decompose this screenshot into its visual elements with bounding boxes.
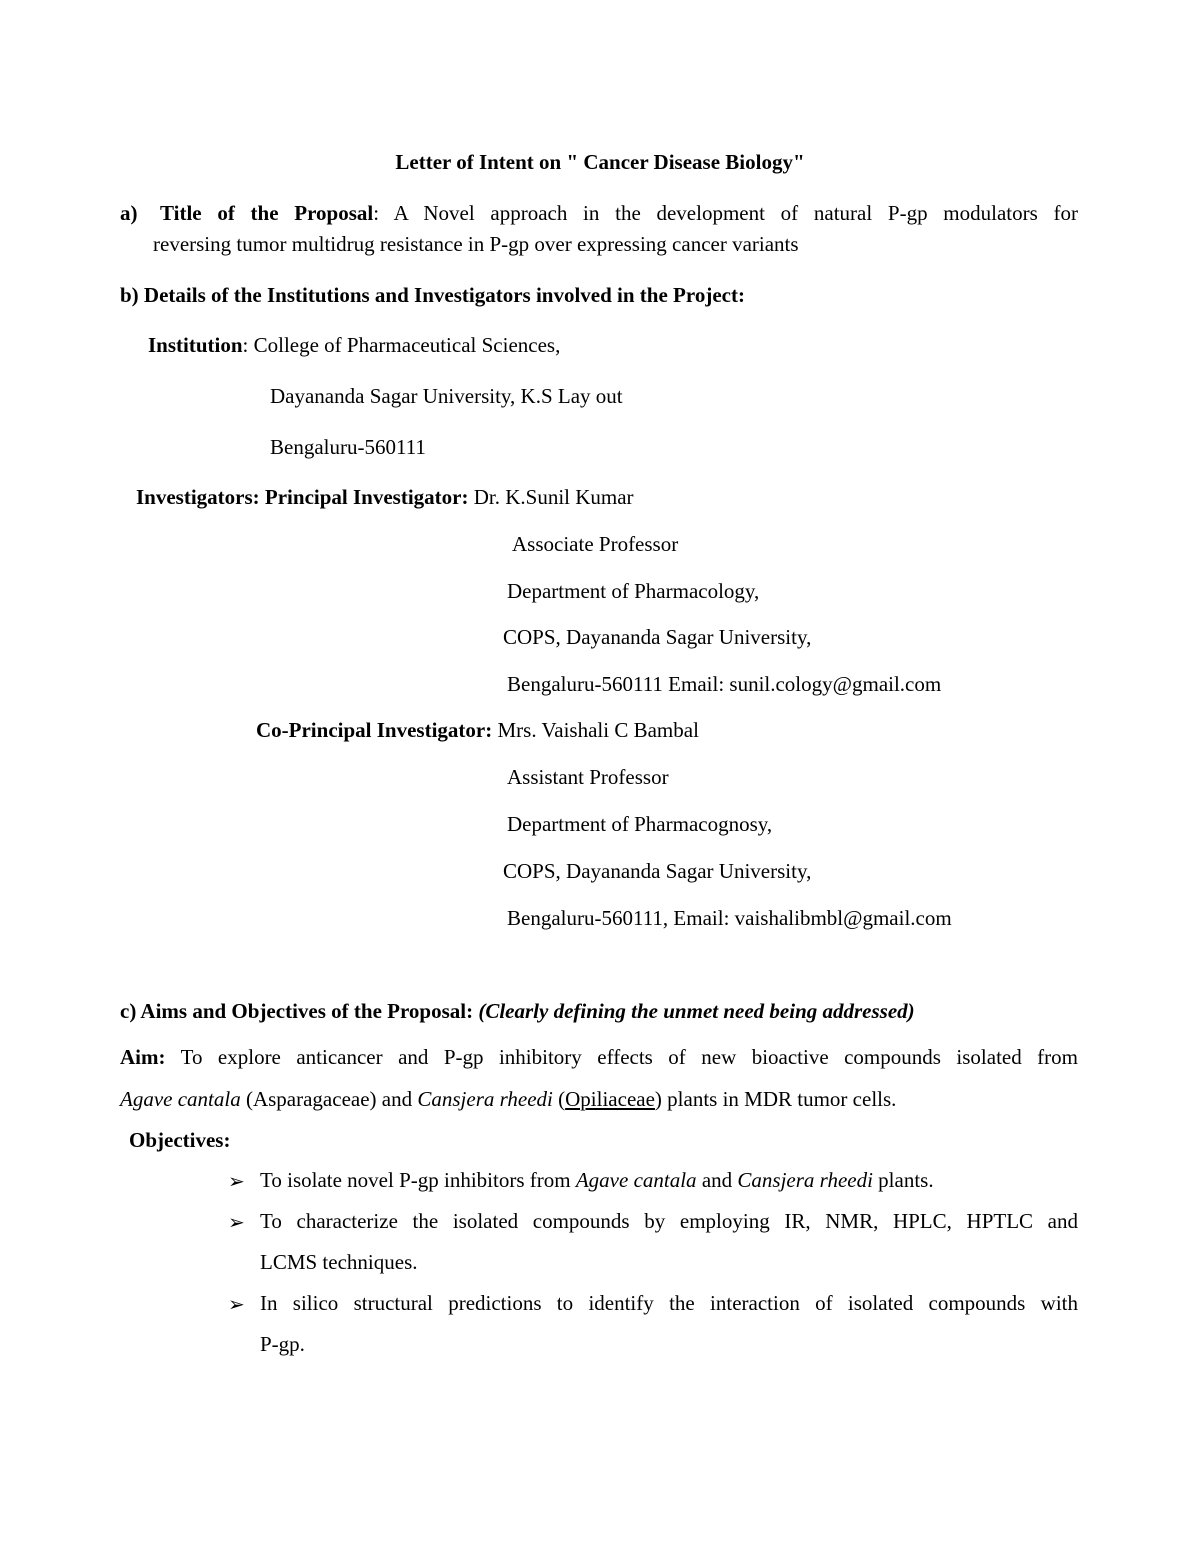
objective-3-line2: P-gp. [260,1332,305,1356]
copi-line-1: Assistant Professor [507,765,669,789]
copi-line-2: Department of Pharmacognosy, [507,812,773,836]
arrow-bullet-icon: ➢ [228,1292,245,1316]
section-c-heading-text: c) Aims and Objectives of the Proposal: [120,999,474,1023]
objective-3-line1: In silico structural predictions to identify the interaction of isolated compounds with [260,1291,1078,1315]
objective-1-end: plants. [878,1168,934,1192]
section-c-heading [120,999,915,1024]
section-b-heading [120,283,745,308]
pi-line-4: Bengaluru-560111 Email: sunil.cology@gmail.com [507,672,942,696]
aim-family-1: (Asparagaceae) and [245,1087,413,1111]
investigators-line [136,485,634,510]
objective-1-species-1: Agave cantala [575,1168,697,1192]
pi-line-1: Associate Professor [512,532,679,556]
aim-species-2: Cansjera rheedi [417,1087,553,1111]
section-a-line1 [160,201,1078,226]
aim-species-1: Agave cantala [120,1087,241,1111]
section-b-heading-text: b) Details of the Institutions and Investigators involved in the Project: [120,283,745,307]
objectives-label: Objectives: [129,1128,231,1152]
section-a-marker-text: a) [120,201,138,225]
objective-1-text: To isolate novel P-gp inhibitors from [260,1168,571,1192]
institution-line1 [148,333,560,358]
pi-line-2: Department of Pharmacology, [507,579,760,603]
copi-line-3: COPS, Dayananda Sagar University, [503,859,812,883]
arrow-bullet-icon: ➢ [228,1210,245,1234]
copi-label: Co-Principal Investigator: [256,718,493,742]
objective-1-species-2: Cansjera rheedi [737,1168,873,1192]
objective-1-and: and [701,1168,733,1192]
document-title [0,150,1200,175]
institution-name: : College of Pharmaceutical Sciences, [242,333,561,357]
objective-2-line1: To characterize the isolated compounds by employing IR, NMR, HPLC, HPTLC and [260,1209,1078,1233]
investigators-label: Investigators: [136,485,260,509]
proposal-title-text: : A Novel approach in the development of natural P-gp modulators for [373,201,1078,225]
pi-line-3: COPS, Dayananda Sagar University, [503,625,812,649]
section-a-marker [120,201,138,226]
objective-2-line2: LCMS techniques. [260,1250,418,1274]
title-text: Letter of Intent on " Cancer Disease Biology" [395,150,805,174]
pi-name: Dr. K.Sunil Kumar [473,485,634,509]
institution-label: Institution [148,333,243,357]
proposal-title-label: Title of the Proposal [160,201,374,225]
aim-label: Aim: [120,1045,166,1069]
aim-line2: Agave cantala (Asparagaceae) and Cansjera rheedi (Opiliaceae) plants in MDR tumor cells. [120,1087,897,1111]
objectives-heading [129,1128,230,1153]
objective-1 [260,1168,934,1193]
aim-end: plants in MDR tumor cells. [667,1087,897,1111]
aim-family-2: Opiliaceae [565,1087,655,1111]
section-c-heading-note: (Clearly defining the unmet need being addressed) [478,999,915,1023]
aim-text: To explore anticancer and P-gp inhibitory effects of new bioactive compounds isolated from [180,1045,1078,1069]
copi-line-4: Bengaluru-560111, Email: vaishalibmbl@gmail.com [507,906,952,930]
copi-name: Mrs. Vaishali C Bambal [497,718,699,742]
institution-line3: Bengaluru-560111 [270,435,426,459]
section-a-line2: reversing tumor multidrug resistance in P-gp over expressing cancer variants [153,232,799,256]
aim-line1 [120,1045,1078,1070]
arrow-bullet-icon: ➢ [228,1169,245,1193]
pi-label: Principal Investigator: [264,485,469,509]
copi-line [256,718,699,743]
institution-line2: Dayananda Sagar University, K.S Lay out [270,384,623,408]
